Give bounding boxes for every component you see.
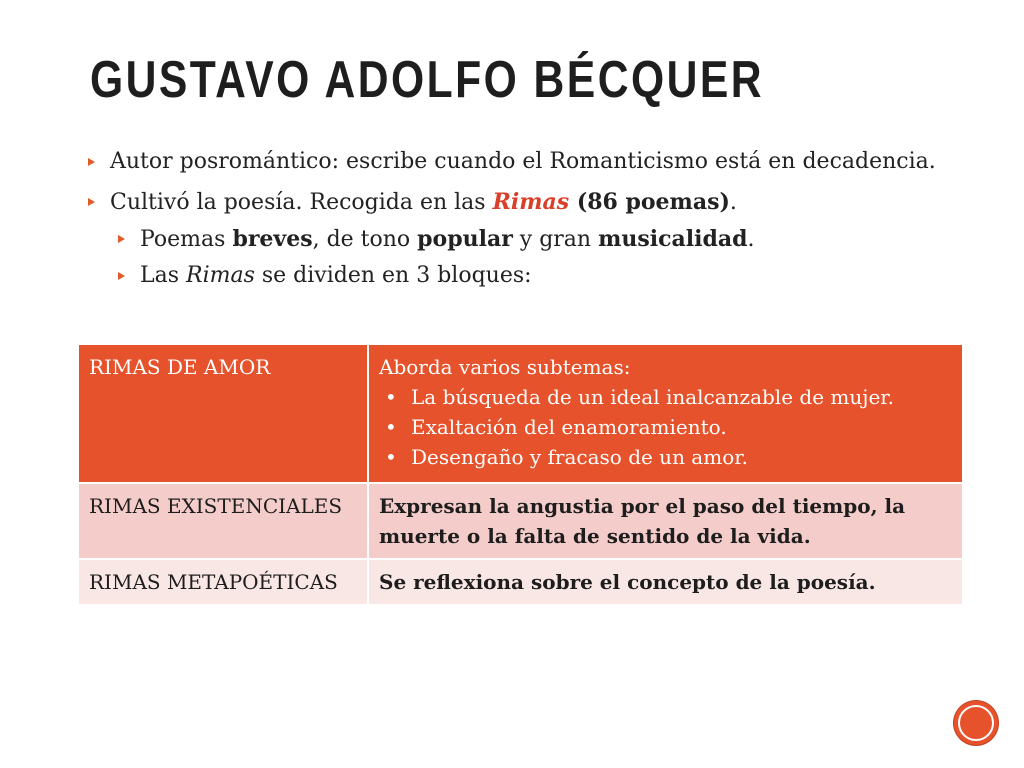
table-row	[78, 559, 963, 605]
bullet-text-end: .	[729, 190, 737, 215]
sub-bullet-text: .	[747, 227, 755, 252]
circle-badge-icon	[954, 701, 998, 745]
slide-title: GUSTAVO ADOLFO BÉCQUER	[90, 51, 764, 109]
bullet-list	[88, 148, 968, 298]
subtopic-list	[379, 382, 952, 472]
sub-bullet-text: se dividen en 3 bloques:	[254, 263, 532, 288]
badge-ring	[958, 705, 994, 741]
list-item: • La búsqueda de un ideal inalcanzable de mujer.	[379, 382, 952, 412]
bullet-text: Autor posromántico: escribe cuando el Romanticismo está en decadencia.	[110, 149, 936, 174]
table-cell-description: Expresan la angustia por el paso del tiempo, la muerte o la falta de sentido de la vida.	[368, 483, 963, 559]
triangle-bullet-icon	[88, 198, 95, 206]
bullet-text: Cultivó la poesía. Recogida en las	[110, 190, 493, 215]
sub-bullet-text: Poemas	[140, 227, 233, 252]
sub-bullet-text: Las	[140, 263, 187, 288]
triangle-bullet-icon	[118, 272, 125, 280]
table-row	[78, 483, 963, 559]
table-row	[78, 344, 963, 483]
poem-count: (86 poemas)	[569, 189, 730, 215]
rimas-emphasis: Rimas	[492, 189, 570, 215]
list-item: • Desengaño y fracaso de un amor.	[379, 442, 952, 472]
list-item: • Exaltación del enamoramiento.	[379, 412, 952, 442]
bullet-item	[88, 188, 968, 217]
triangle-bullet-icon	[118, 235, 125, 243]
table-cell-category: RIMAS DE AMOR	[78, 344, 368, 483]
table-cell-description	[368, 344, 963, 483]
sub-bullet-text: , de tono	[312, 227, 418, 252]
triangle-bullet-icon	[88, 158, 95, 166]
keyword-popular: popular	[417, 226, 513, 252]
keyword-breves: breves	[232, 226, 313, 252]
table-cell-category: RIMAS EXISTENCIALES	[78, 483, 368, 559]
sub-bullet-text: y gran	[512, 227, 599, 252]
rimas-italic: Rimas	[186, 263, 255, 288]
rimas-table	[77, 343, 964, 606]
table-cell-category: RIMAS METAPOÉTICAS	[78, 559, 368, 605]
table-cell-description: Se reflexiona sobre el concepto de la poesía.	[368, 559, 963, 605]
keyword-musicalidad: musicalidad	[598, 226, 748, 252]
sub-bullet-item	[118, 262, 968, 290]
cell-intro: Aborda varios subtemas:	[379, 355, 631, 379]
bullet-item	[88, 148, 968, 176]
sub-bullet-item	[118, 225, 968, 254]
